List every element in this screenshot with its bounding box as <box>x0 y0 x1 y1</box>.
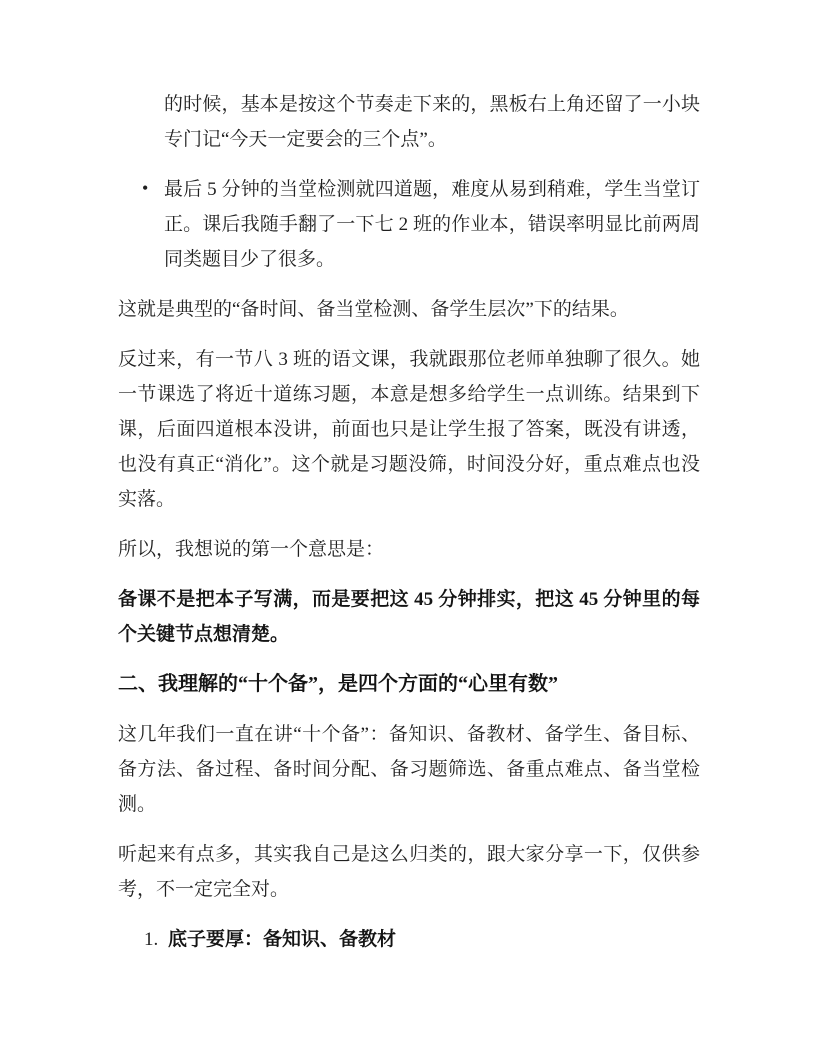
numbered-list-item <box>144 922 700 957</box>
section-heading: 二、我理解的“十个备”，是四个方面的“心里有数” <box>118 673 558 695</box>
bullet-marker: • <box>142 178 149 198</box>
paragraph-ten-preparations: 这几年我们一直在讲“十个备”：备知识、备教材、备学生、备目标、备方法、备过程、备时间分配、备习题筛选、备重点难点、备当堂检测。 <box>118 724 700 815</box>
list-item-text: 底子要厚：备知识、备教材 <box>168 929 397 950</box>
bullet-item-text: 最后 5 分钟的当堂检测就四道题，难度从易到稍难，学生当堂订正。课后我随手翻了一下七 2 班的作业本，错误率明显比前两周同类题目少了很多。 <box>164 179 700 270</box>
bullet-item <box>142 172 700 277</box>
paragraph-lead-in: 所以，我想说的第一个意思是： <box>118 539 385 560</box>
list-item-number: 1. <box>144 929 159 950</box>
bullet-item-continuation: 的时候，基本是按这个节奏走下来的，黑板右上角还留了一小块专门记“今天一定要会的三个点”。 <box>164 94 700 150</box>
paragraph-counter-example: 反过来，有一节八 3 班的语文课，我就跟那位老师单独聊了很久。她一节课选了将近十道练习题，本意是想多给学生一点训练。结果到下课，后面四道根本没讲，前面也只是让学生报了答案，既没有讲透，也没有真正“消化”。这个就是习题没筛，时间没分好，重点难点也没实落。 <box>118 349 700 510</box>
paragraph-typical-result: 这就是典型的“备时间、备当堂检测、备学生层次”下的结果。 <box>118 299 629 320</box>
paragraph-emphasis: 备课不是把本子写满，而是要把这 45 分钟排实，把这 45 分钟里的每个关键节点想清楚。 <box>118 589 700 645</box>
paragraph-disclaimer: 听起来有点多，其实我自己是这么归类的，跟大家分享一下，仅供参考，不一定完全对。 <box>118 844 700 900</box>
